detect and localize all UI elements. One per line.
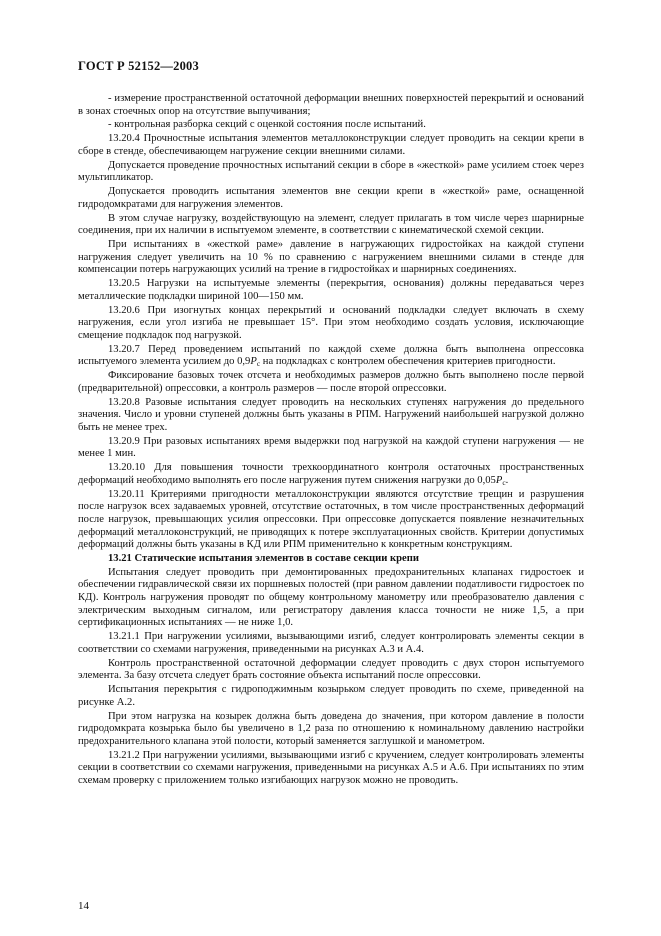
paragraph-text: 13.20.10 Для повышения точности трехкоординатного контроля остаточных пространственных деформаций необходимо выполнять его после нагружения путем снижения нагрузки до 0,05 (78, 462, 584, 486)
paragraph-text: на подкладках с контролем обеспечения критериев пригодности. (260, 356, 556, 368)
page-number: 14 (78, 900, 89, 912)
paragraph: Допускается проводить испытания элементов вне секции крепи в «жесткой» раме, оснащенной гидродомкратами для нагружения элементов. (78, 186, 584, 210)
force-subscript: c (502, 477, 506, 487)
paragraph: Допускается проведение прочностных испытаний секции в сборе в «жесткой» раме усилием стоек через мультипликатор. (78, 159, 584, 184)
document-body (78, 93, 584, 789)
force-symbol: P (495, 474, 503, 486)
paragraph: - измерение пространственной остаточной деформации внешних поверхностей перекрытий и оснований в зонах стоечных опор на отсутствие выпучивания; (78, 93, 584, 117)
paragraph: Испытания перекрытия с гидроподжимным козырьком следует проводить по схеме, приведенной на рисунке А.2. (78, 684, 584, 708)
paragraph: При этом нагрузка на козырек должна быть доведена до значения, при котором давление в полости гидродомкрата козырька было бы увеличено в 1,2 раза по отношению к номинальному давлению настройки предохранительного клапана этой полости, который заменяется заглушкой и манометром. (78, 710, 584, 747)
section-heading: 13.21 Статические испытания элементов в составе секции крепи (108, 553, 419, 564)
paragraph: Испытания следует проводить при демонтированных предохранительных клапанах гидростоек и обеспечении гидравлической связи их поршневых полостей (при равном давлении податливости гидростоек по КД). Контроль нагружения проводят по общему контрольному манометру или преобразователю давления с электрическим выходным сигналом, или регистратору давления класса точности не ниже 1,5, а при сертификационных испытаниях — не ниже 1,0. (78, 566, 584, 629)
paragraph: - контрольная разборка секций с оценкой состояния после испытаний. (108, 119, 426, 131)
paragraph: 13.21.2 При нагружении усилиями, вызывающими изгиб с кручением, следует контролировать элементы секции в соответствии со схемами нагружения, приведенными на рисунках А.5 и А.6. При испытаниях по этим схемам проверку с приложением только изгибающих нагрузок можно не проводить. (78, 749, 584, 786)
paragraph (78, 462, 584, 487)
document-header: ГОСТ Р 52152—2003 (78, 59, 199, 73)
paragraph: 13.20.4 Прочностные испытания элементов металлоконструкции следует проводить на секции крепи в сборе в стенде, обеспечивающем нагружение секции внешними силами. (78, 133, 584, 157)
paragraph: 13.20.11 Критериями пригодности металлоконструкции являются отсутствие трещин и разрушения после нагрузок всех задаваемых уровней, отсутствие остаточных, в том числе пространственных деформаций после нагрузок, превышающих усилия опрессовки. При опрессовке допускается появление незначительных деформаций металлоконструкций, не приводящих к потере эксплуатационных свойств. Критерии допустимых деформаций должны быть указаны в КД или РПМ применительно к конкретным конструкциям. (78, 488, 584, 551)
force-symbol: P (250, 356, 257, 368)
paragraph: 13.20.6 При изогнутых концах перекрытий и оснований подкладки следует включать в схему нагружения, если угол изгиба не превышает 15°. При этом необходимо создать условия, исключающие смещение подкладок под нагрузкой. (78, 304, 584, 341)
paragraph-text: 13.20.7 Перед проведением испытаний по каждой схеме должна быть выполнена опрессовка испытуемого элемента усилием до 0,9 (78, 343, 584, 368)
paragraph: 13.21.1 При нагружении усилиями, вызывающими изгиб, следует контролировать элементы секции в соответствии со схемами нагружения, приведенными на рисунках А.3 и А.4. (78, 631, 584, 655)
paragraph (78, 344, 584, 369)
paragraph: 13.20.8 Разовые испытания следует проводить на нескольких ступенях нагружения до предельного значения. Число и уровни ступеней должны быть указаны в РПМ. Нагружений наибольшей нагрузкой должно быть не менее трех. (78, 396, 584, 433)
paragraph-text: . (505, 474, 509, 486)
paragraph: При испытаниях в «жесткой раме» давление в нагружающих гидростойках на каждой ступени нагружения следует увеличить на 10 % по сравнению с нагружением внешними силами в стенде для компенсации потерь нагружающих усилий на трение в гидростойках и шарнирных соединениях. (78, 239, 584, 276)
paragraph: 13.20.9 При разовых испытаниях время выдержки под нагрузкой на каждой ступени нагружения — не менее 1 мин. (78, 435, 584, 460)
paragraph: Контроль пространственной остаточной деформации следует проводить с двух сторон испытуемого элемента. За базу отсчета следует брать состояние объекта испытаний после опрессовки. (78, 657, 584, 682)
paragraph: Фиксирование базовых точек отсчета и необходимых размеров должно быть выполнено после первой (предварительной) опрессовки, а контроль размеров — после второй опрессовки. (78, 370, 584, 394)
force-subscript: c (256, 359, 261, 369)
paragraph: 13.20.5 Нагрузки на испытуемые элементы (перекрытия, основания) должны передаваться через металлические подкладки шириной 100—150 мм. (78, 278, 584, 302)
paragraph: В этом случае нагрузку, воздействующую на элемент, следует прилагать в том числе через шарнирные соединения, при их наличии в испытуемом элементе, в соответствии с кинематической схемой секции. (78, 212, 584, 237)
